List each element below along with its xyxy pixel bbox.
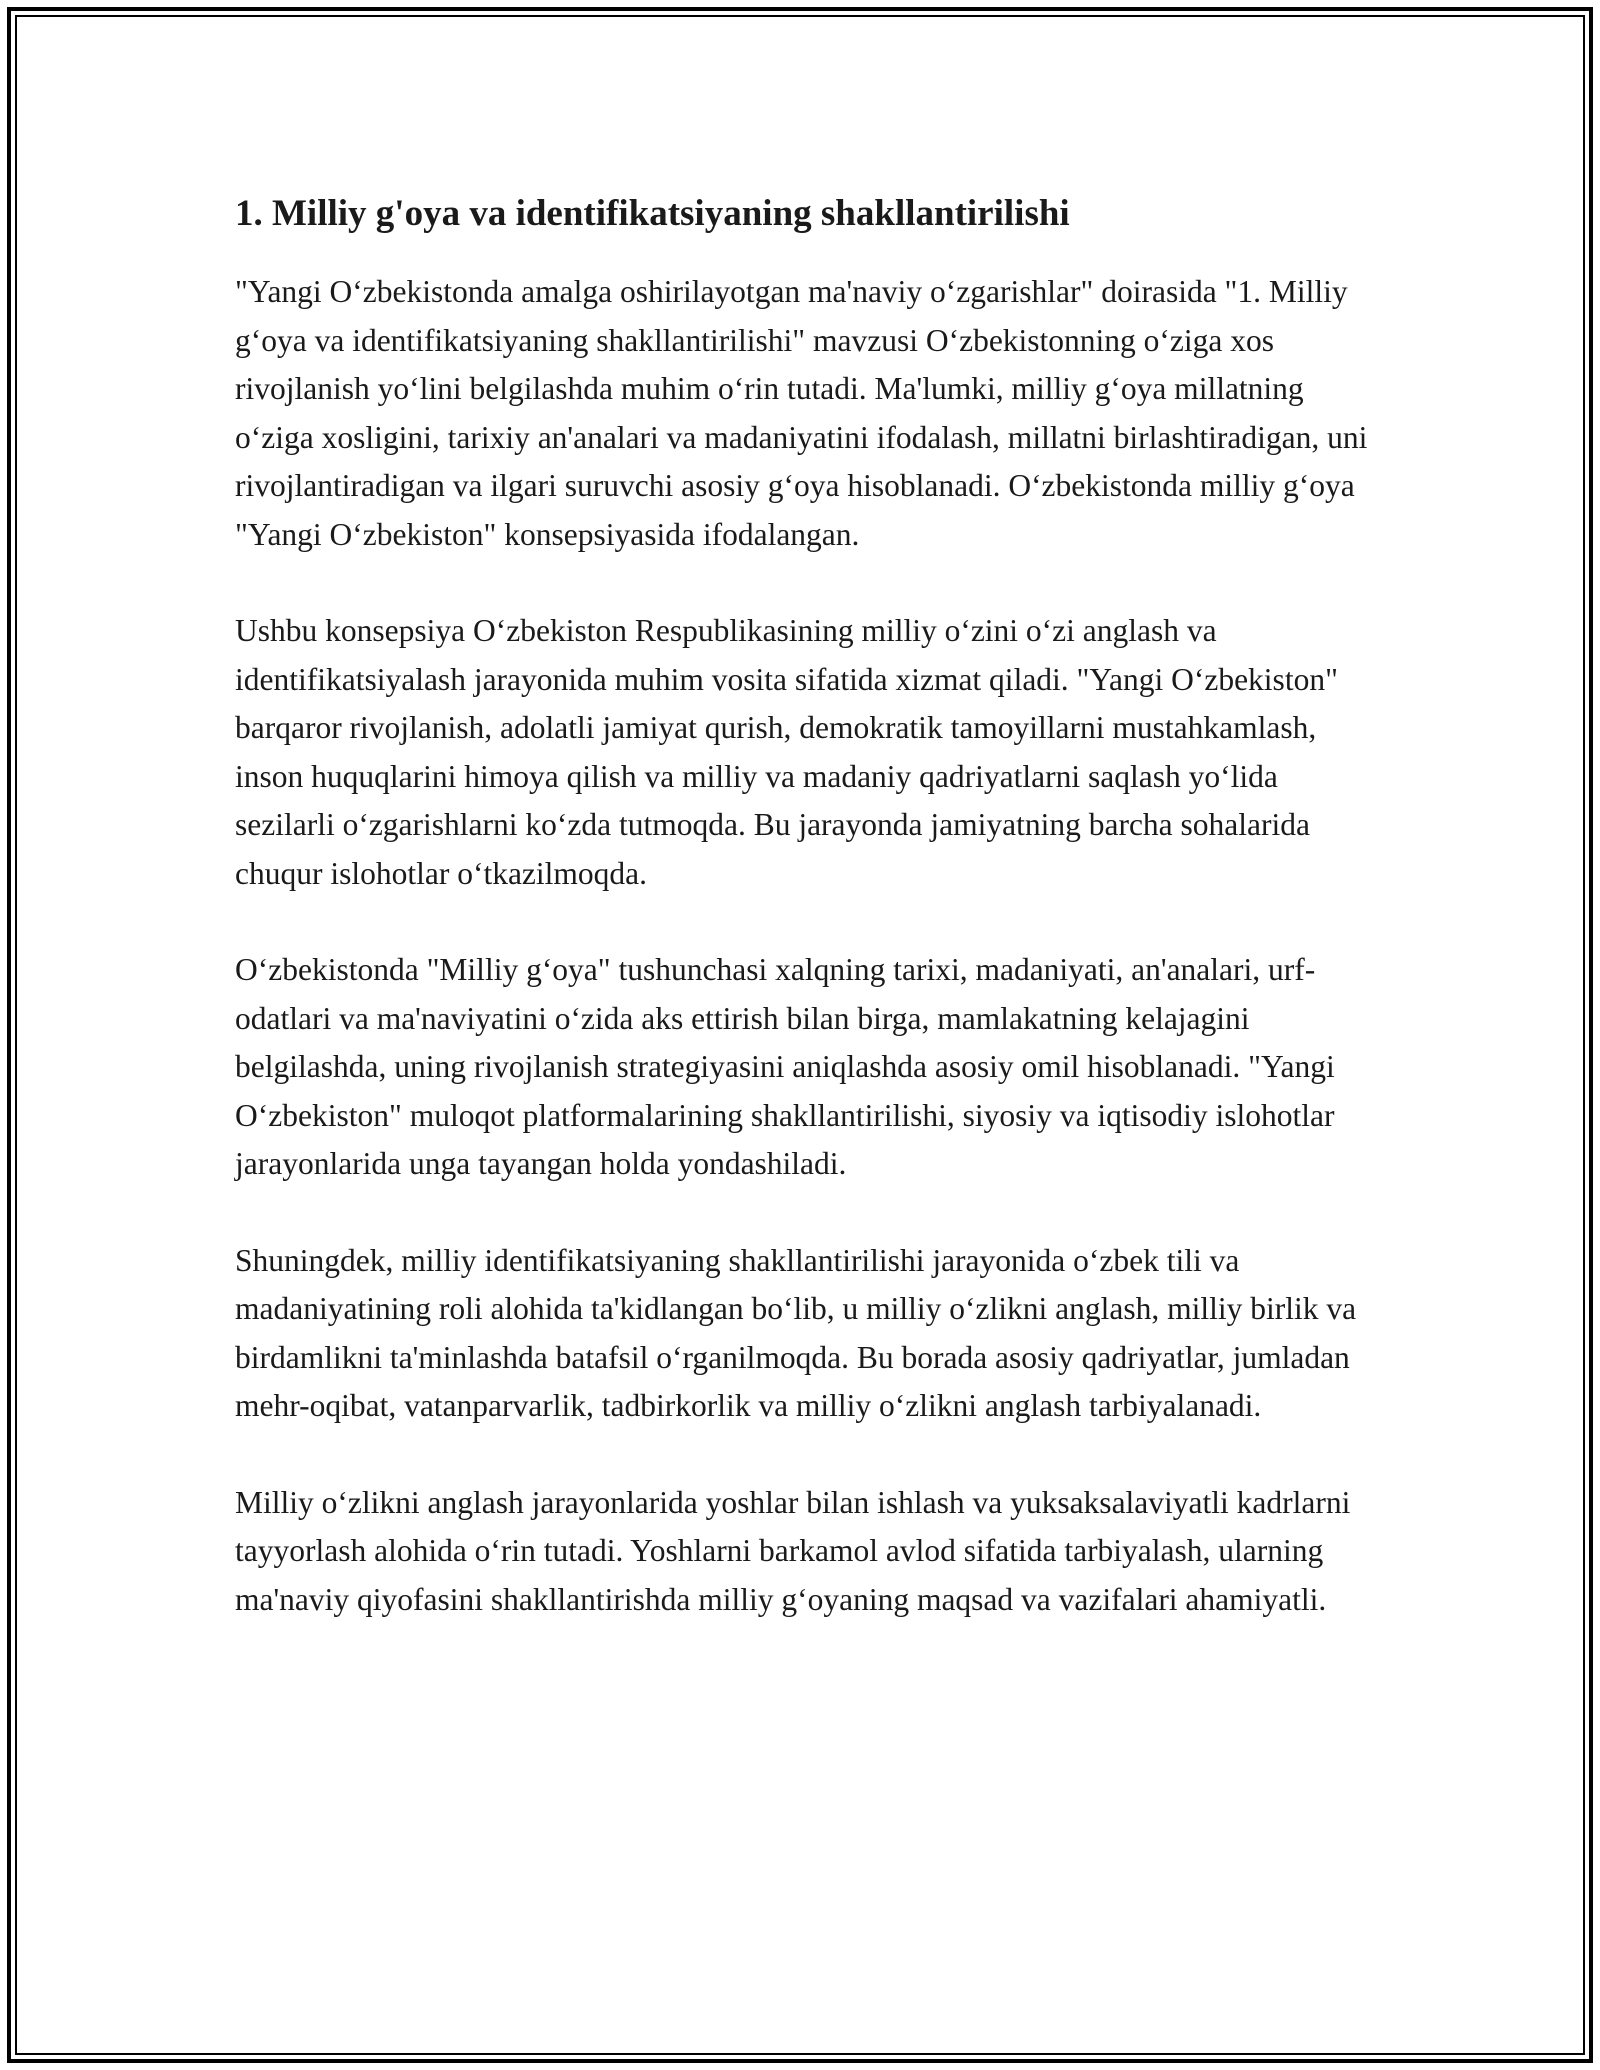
paragraph-2: Ushbu konsepsiya O‘zbekiston Respublikasining milliy o‘zini o‘zi anglash va identifikatsiyalash jarayonida muhim vosita sifatida xizmat qiladi. "Yangi O‘zbekiston" barqaror rivojlanish, adolatli jamiyat qurish, demokratik tamoyillarni mustahkamlash, inson huquqlarini himoya qilish va milliy va madaniy qadriyatlarni saqlash yo‘lida sezilarli o‘zgarishlarni ko‘zda tutmoqda. Bu jarayonda jamiyatning barcha sohalarida chuqur islohotlar o‘tkazilmoqda. [235,613,1338,891]
paragraph-5: Milliy o‘zlikni anglash jarayonlarida yoshlar bilan ishlash va yuksaksalaviyatli kadrlarni tayyorlash alohida o‘rin tutadi. Yoshlarni barkamol avlod sifatida tarbiyalash, ularning ma'naviy qiyofasini shakllantirishda milliy g‘oyaning maqsad va vazifalari ahamiyatli. [235,1484,1351,1617]
paragraph-3: O‘zbekistonda "Milliy g‘oya" tushunchasi xalqning tarixi, madaniyati, an'analari, urf-odatlari va ma'naviyatini o‘zida aks ettirish bilan birga, mamlakatning kelajagini belgilashda, uning rivojlanish strategiyasini aniqlashda asosiy omil hisoblanadi. "Yangi O‘zbekiston" muloqot platformalarining shakllantirilishi, siyosiy va iqtisodiy islohotlar jarayonlarida unga tayangan holda yondashiladi. [235,952,1335,1181]
paragraph-1: "Yangi O‘zbekistonda amalga oshirilayotgan ma'naviy o‘zgarishlar" doirasida "1. Milliy g‘oya va identifikatsiyaning shakllantirilishi" mavzusi O‘zbekistonning o‘ziga xos rivojlanish yo‘lini belgilashda muhim o‘rin tutadi. Ma'lumki, milliy g‘oya millatning o‘ziga xosligini, tarixiy an'analari va madaniyatini ifodalash, millatni birlashtiradigan, uni rivojlantiradigan va ilgari suruvchi asosiy g‘oya hisoblanadi. O‘zbekistonda milliy g‘oya "Yangi O‘zbekiston" konsepsiyasida ifodalangan. [235,274,1368,552]
paragraph-4: Shuningdek, milliy identifikatsiyaning shakllantirilishi jarayonida o‘zbek tili va madaniyatining roli alohida ta'kidlangan bo‘lib, u milliy o‘zlikni anglash, milliy birlik va birdamlikni ta'minlashda batafsil o‘rganilmoqda. Bu borada asosiy qadriyatlar, jumladan mehr-oqibat, vatanparvarlik, tadbirkorlik va milliy o‘zlikni anglash tarbiyalanadi. [235,1242,1357,1423]
document-title: 1. Milliy g'oya va identifikatsiyaning shakllantirilishi [235,193,1070,234]
document-body [235,186,1375,1672]
